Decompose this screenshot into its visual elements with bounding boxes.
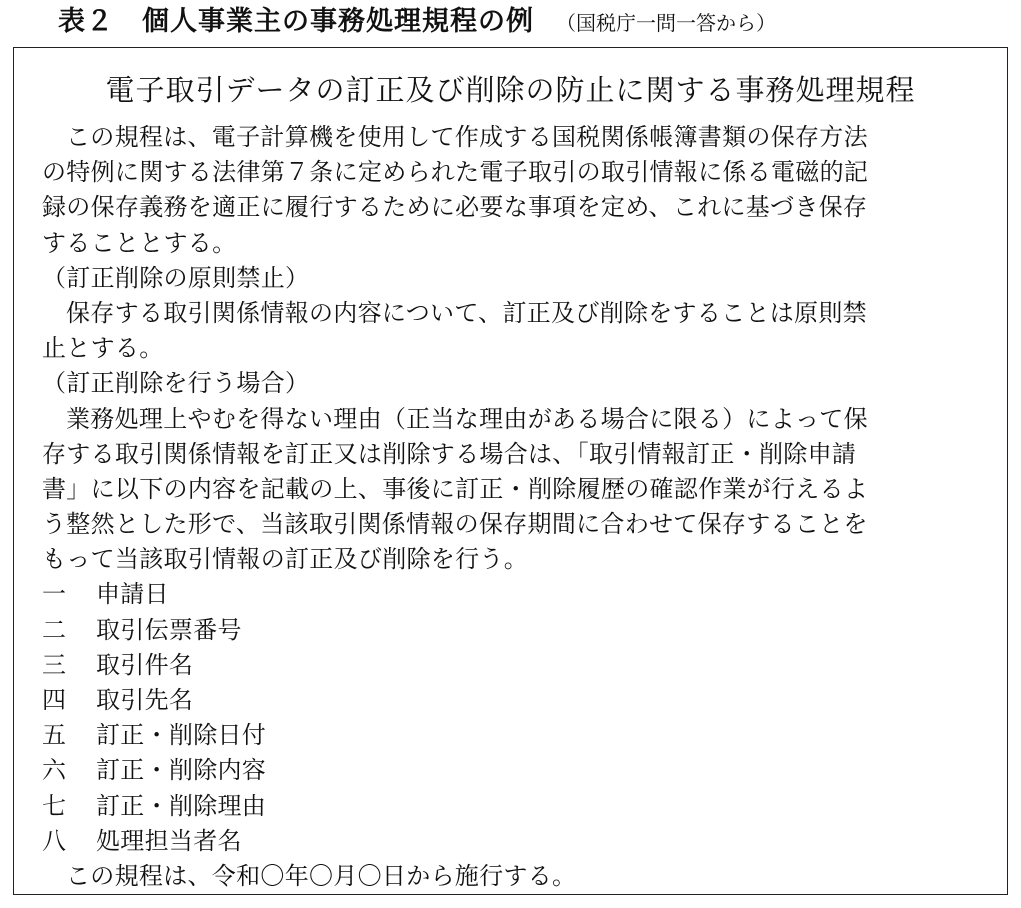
item-number: 一: [42, 580, 67, 609]
section-text-line: 止とする。: [42, 334, 164, 363]
item-text: 取引件名: [96, 650, 194, 679]
closing-statement: この規程は、令和〇年〇月〇日から施行する。: [66, 861, 577, 890]
section-text-line: もって当該取引情報の訂正及び削除を行う。: [42, 545, 528, 574]
list-item: [42, 648, 982, 683]
document-title: 電子取引データの訂正及び削除の防止に関する事務処理規程: [105, 73, 916, 107]
section-heading-correction: （訂正削除を行う場合）: [42, 369, 310, 398]
section-text-line: 保存する取引関係情報の内容について、訂正及び削除をすることは原則禁: [66, 298, 867, 327]
section-text-line: 書」に以下の内容を記載の上、事後に訂正・削除履歴の確認作業が行えるよ: [42, 474, 869, 503]
item-text: 申請日: [96, 580, 169, 609]
preamble-line: することとする。: [42, 228, 237, 257]
preamble-line: この規程は、電子計算機を使用して作成する国税関係帳簿書類の保存方法: [66, 123, 868, 151]
section-text-line: う整然とした形で、当該取引関係情報の保存期間に合わせて保存することを: [42, 510, 868, 539]
list-item: [42, 753, 982, 788]
section-text-line: 存する取引関係情報を訂正又は削除する場合は、「取引情報訂正・削除申請: [42, 439, 857, 468]
document-body: [42, 120, 982, 894]
list-item: [42, 613, 982, 648]
list-item: [42, 789, 982, 824]
item-number: 三: [42, 650, 67, 679]
list-item: [42, 718, 982, 753]
item-number: 六: [42, 756, 67, 785]
caption-source: （国税庁一問一答から）: [556, 11, 776, 35]
item-text: 訂正・削除内容: [96, 756, 267, 785]
item-number: 八: [42, 826, 67, 855]
item-number: 四: [42, 686, 67, 714]
section-text-line: 業務処理上やむを得ない理由（正当な理由がある場合に限る）によって保: [66, 404, 868, 433]
regulation-box: [13, 47, 1008, 895]
list-item: [42, 824, 982, 859]
list-item: [42, 683, 982, 718]
item-number: 二: [42, 615, 67, 644]
item-text: 取引先名: [96, 686, 194, 714]
item-text: 訂正・削除理由: [96, 791, 267, 820]
item-number: 五: [42, 721, 67, 750]
list-item: [42, 577, 982, 612]
table-caption: [58, 2, 776, 42]
section-heading-prohibition: （訂正削除の原則禁止）: [42, 263, 310, 292]
item-number: 七: [42, 791, 67, 820]
item-text: 訂正・削除日付: [96, 721, 267, 750]
item-text: 処理担当者名: [96, 826, 242, 855]
preamble-line: の特例に関する法律第７条に定められた電子取引の取引情報に係る電磁的記: [42, 158, 869, 187]
preamble-line: 録の保存義務を適正に履行するために必要な事項を定め、これに基づき保存: [42, 193, 868, 222]
caption-title: 表２ 個人事業主の事務処理規程の例: [58, 6, 534, 37]
item-text: 取引伝票番号: [96, 615, 242, 644]
